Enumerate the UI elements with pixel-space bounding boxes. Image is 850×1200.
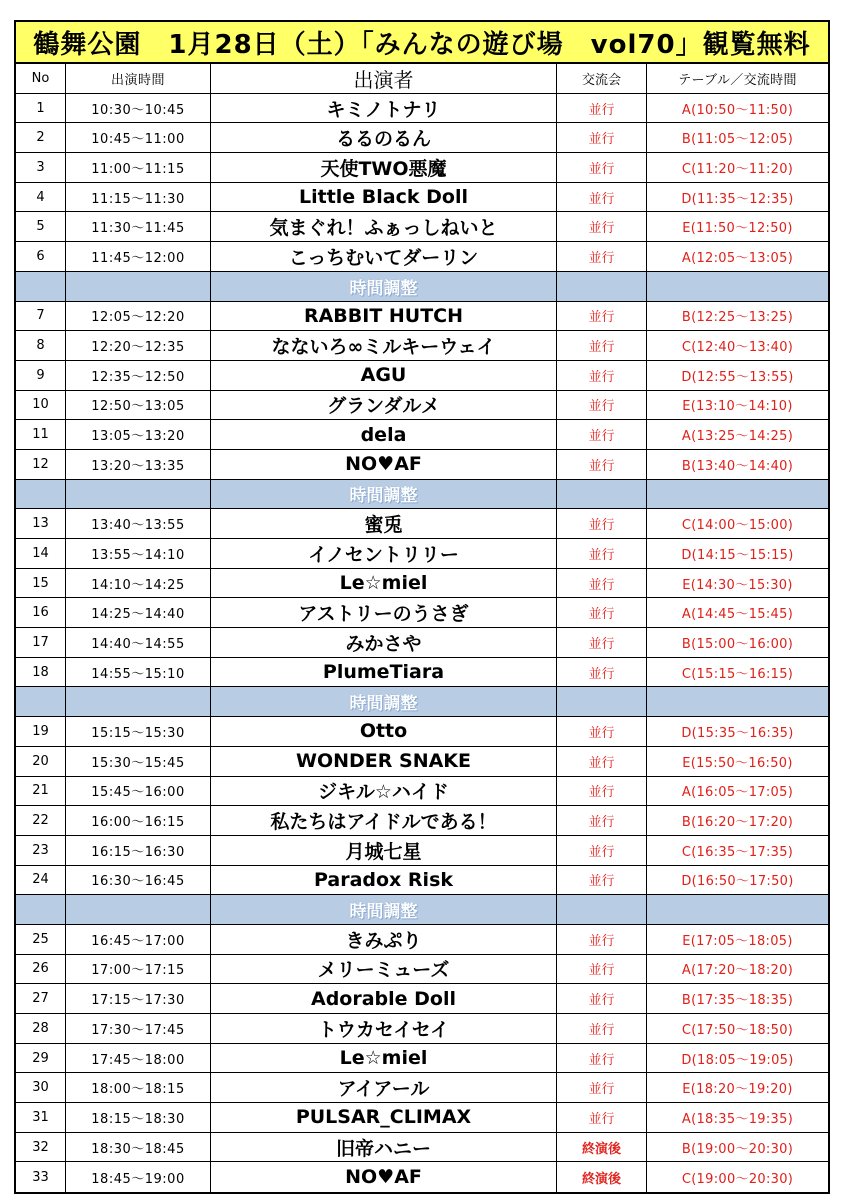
- cell-performer: PlumeTiara: [211, 658, 557, 687]
- cell-table: [647, 272, 828, 301]
- cell-performer: ジキル☆ハイド: [211, 777, 557, 806]
- table-row: [16, 212, 828, 242]
- header-row: [16, 64, 828, 94]
- cell-no: 32: [16, 1133, 66, 1162]
- cell-exchange: 終演後: [557, 1133, 647, 1162]
- cell-table: D(14:15～15:15): [681, 547, 794, 563]
- cell-table: B(19:00～20:30): [681, 1141, 794, 1157]
- table-row: [16, 836, 828, 866]
- table-row: [16, 598, 828, 628]
- cell-no: 29: [16, 1044, 66, 1073]
- cell-performer: イノセントリリー: [211, 539, 557, 568]
- cell-time: 11:15～11:30: [66, 183, 211, 212]
- cell-exchange: 並行: [557, 569, 647, 598]
- cell-no: 31: [16, 1103, 66, 1132]
- cell-exchange: [557, 687, 647, 716]
- cell-exchange: [557, 895, 647, 924]
- table-row: [16, 658, 828, 688]
- table-row: [16, 123, 828, 153]
- cell-no: [16, 895, 66, 924]
- cell-performer: AGU: [211, 361, 557, 390]
- cell-exchange: 並行: [557, 361, 647, 390]
- table-row: [16, 509, 828, 539]
- cell-table: E(18:20～19:20): [682, 1082, 793, 1098]
- header-time: 出演時間: [66, 64, 211, 93]
- cell-no: 2: [16, 123, 66, 152]
- cell-no: 12: [16, 450, 66, 479]
- timetable: [14, 20, 830, 1194]
- cell-exchange: 並行: [557, 777, 647, 806]
- cell-no: 10: [16, 391, 66, 420]
- cell-table: D(18:05～19:05): [681, 1052, 794, 1068]
- cell-time: 17:45～18:00: [66, 1044, 211, 1073]
- cell-table: E(13:10～14:10): [682, 399, 793, 415]
- cell-time: 14:25～14:40: [66, 598, 211, 627]
- table-row: [16, 925, 828, 955]
- cell-table: D(15:35～16:35): [681, 725, 794, 741]
- table-row: [16, 94, 828, 124]
- cell-exchange: 並行: [557, 1103, 647, 1132]
- break-row: [16, 895, 828, 925]
- cell-performer: PULSAR_CLIMAX: [211, 1103, 557, 1132]
- cell-exchange: 並行: [557, 123, 647, 152]
- cell-performer: キミノトナリ: [211, 94, 557, 123]
- cell-table: A(13:25～14:25): [681, 429, 794, 445]
- cell-exchange: 並行: [557, 866, 647, 895]
- cell-no: 7: [16, 302, 66, 331]
- cell-no: 22: [16, 806, 66, 835]
- cell-no: 16: [16, 598, 66, 627]
- cell-table: A(12:05～13:05): [681, 250, 794, 266]
- cell-table: D(12:55～13:55): [681, 369, 794, 385]
- cell-time: 16:15～16:30: [66, 836, 211, 865]
- cell-time: 11:00～11:15: [66, 153, 211, 182]
- cell-exchange: 並行: [557, 628, 647, 657]
- cell-no: 17: [16, 628, 66, 657]
- cell-time: 12:20～12:35: [66, 331, 211, 360]
- cell-table: C(11:20～11:20): [681, 161, 794, 177]
- cell-time: 16:45～17:00: [66, 925, 211, 954]
- cell-exchange: 並行: [557, 1044, 647, 1073]
- cell-table: C(15:15～16:15): [681, 666, 794, 682]
- cell-performer: 時間調整: [211, 895, 557, 924]
- cell-exchange: 並行: [557, 955, 647, 984]
- cell-performer: 時間調整: [211, 272, 557, 301]
- cell-no: 5: [16, 212, 66, 241]
- cell-table: D(16:50～17:50): [681, 874, 794, 890]
- cell-performer: 私たちはアイドルである！: [211, 806, 557, 835]
- cell-performer: WONDER SNAKE: [211, 747, 557, 776]
- table-row: [16, 984, 828, 1014]
- cell-no: 33: [16, 1162, 66, 1192]
- cell-no: 4: [16, 183, 66, 212]
- cell-exchange: 並行: [557, 242, 647, 271]
- cell-no: [16, 687, 66, 716]
- cell-performer: トウカセイセイ: [211, 1014, 557, 1043]
- cell-no: 26: [16, 955, 66, 984]
- cell-exchange: 並行: [557, 450, 647, 479]
- cell-time: [66, 480, 211, 509]
- table-row: [16, 153, 828, 183]
- cell-table: [647, 895, 828, 924]
- cell-time: 12:35～12:50: [66, 361, 211, 390]
- cell-table: E(11:50～12:50): [682, 221, 793, 237]
- cell-time: 17:00～17:15: [66, 955, 211, 984]
- cell-table: E(14:30～15:30): [682, 577, 793, 593]
- cell-exchange: 並行: [557, 1073, 647, 1102]
- cell-table: A(14:45～15:45): [681, 607, 794, 623]
- cell-performer: Adorable Doll: [211, 984, 557, 1013]
- cell-table: C(14:00～15:00): [681, 518, 794, 534]
- cell-time: 13:05～13:20: [66, 420, 211, 449]
- header-no: No: [16, 64, 66, 93]
- cell-table: C(17:50～18:50): [681, 1022, 794, 1038]
- header-exchange: 交流会: [557, 64, 647, 93]
- table-row: [16, 1073, 828, 1103]
- cell-table: D(11:35～12:35): [681, 191, 794, 207]
- cell-table: E(17:05～18:05): [682, 933, 793, 949]
- cell-no: [16, 272, 66, 301]
- cell-time: 15:45～16:00: [66, 777, 211, 806]
- cell-performer: Little Black Doll: [211, 183, 557, 212]
- cell-exchange: 並行: [557, 1014, 647, 1043]
- cell-table: [647, 480, 828, 509]
- table-row: [16, 450, 828, 480]
- cell-exchange: 並行: [557, 598, 647, 627]
- table-row: [16, 1162, 828, 1192]
- cell-performer: みかさや: [211, 628, 557, 657]
- table-body: [16, 94, 828, 1192]
- cell-exchange: 並行: [557, 509, 647, 538]
- cell-performer: dela: [211, 420, 557, 449]
- cell-no: 30: [16, 1073, 66, 1102]
- cell-table: B(17:35～18:35): [681, 993, 794, 1009]
- cell-performer: こっちむいてダーリン: [211, 242, 557, 271]
- table-row: [16, 747, 828, 777]
- table-row: [16, 331, 828, 361]
- cell-no: 25: [16, 925, 66, 954]
- cell-time: 15:15～15:30: [66, 717, 211, 746]
- cell-no: 6: [16, 242, 66, 271]
- cell-no: 13: [16, 509, 66, 538]
- table-row: [16, 955, 828, 985]
- cell-time: 18:15～18:30: [66, 1103, 211, 1132]
- cell-table: A(18:35～19:35): [681, 1111, 794, 1127]
- cell-no: 19: [16, 717, 66, 746]
- cell-time: 18:30～18:45: [66, 1133, 211, 1162]
- break-row: [16, 272, 828, 302]
- cell-performer: アストリーのうさぎ: [211, 598, 557, 627]
- cell-no: 14: [16, 539, 66, 568]
- cell-performer: Le☆miel: [211, 569, 557, 598]
- cell-exchange: 終演後: [557, 1162, 647, 1192]
- cell-no: 9: [16, 361, 66, 390]
- cell-performer: アイアール: [211, 1073, 557, 1102]
- cell-exchange: 並行: [557, 183, 647, 212]
- cell-performer: Le☆miel: [211, 1044, 557, 1073]
- cell-performer: 旧帝ハニー: [211, 1133, 557, 1162]
- cell-exchange: 並行: [557, 153, 647, 182]
- cell-time: 14:55～15:10: [66, 658, 211, 687]
- cell-no: 18: [16, 658, 66, 687]
- cell-exchange: 並行: [557, 331, 647, 360]
- cell-table: A(16:05～17:05): [681, 785, 794, 801]
- cell-time: 12:50～13:05: [66, 391, 211, 420]
- cell-exchange: 並行: [557, 302, 647, 331]
- cell-no: 1: [16, 94, 66, 123]
- cell-performer: メリーミューズ: [211, 955, 557, 984]
- cell-performer: Paradox Risk: [211, 866, 557, 895]
- cell-no: 8: [16, 331, 66, 360]
- cell-time: 16:30～16:45: [66, 866, 211, 895]
- cell-exchange: [557, 480, 647, 509]
- cell-time: 14:10～14:25: [66, 569, 211, 598]
- cell-performer: Otto: [211, 717, 557, 746]
- cell-no: 20: [16, 747, 66, 776]
- table-row: [16, 302, 828, 332]
- table-row: [16, 1133, 828, 1163]
- cell-table: B(13:40～14:40): [681, 458, 794, 474]
- cell-performer: NO♥AF: [211, 1162, 557, 1192]
- cell-table: B(16:20～17:20): [681, 815, 794, 831]
- cell-table: A(17:20～18:20): [681, 963, 794, 979]
- cell-exchange: 並行: [557, 806, 647, 835]
- cell-no: [16, 480, 66, 509]
- table-row: [16, 1044, 828, 1074]
- cell-performer: 時間調整: [211, 687, 557, 716]
- cell-exchange: 並行: [557, 658, 647, 687]
- cell-table: B(12:25～13:25): [681, 310, 794, 326]
- cell-time: 18:00～18:15: [66, 1073, 211, 1102]
- cell-performer: るるのるん: [211, 123, 557, 152]
- cell-time: [66, 272, 211, 301]
- cell-time: [66, 895, 211, 924]
- cell-table: E(15:50～16:50): [682, 755, 793, 771]
- table-row: [16, 242, 828, 272]
- cell-performer: なないろ∞ミルキーウェイ: [211, 331, 557, 360]
- break-row: [16, 480, 828, 510]
- cell-performer: RABBIT HUTCH: [211, 302, 557, 331]
- cell-no: 28: [16, 1014, 66, 1043]
- cell-time: 10:30～10:45: [66, 94, 211, 123]
- cell-performer: 時間調整: [211, 480, 557, 509]
- table-row: [16, 569, 828, 599]
- table-row: [16, 806, 828, 836]
- cell-performer: きみぷり: [211, 925, 557, 954]
- header-table: テーブル／交流時間: [678, 72, 797, 88]
- cell-time: 13:40～13:55: [66, 509, 211, 538]
- header-performer: 出演者: [211, 64, 557, 93]
- cell-exchange: 並行: [557, 717, 647, 746]
- cell-exchange: 並行: [557, 391, 647, 420]
- cell-table: C(19:00～20:30): [681, 1171, 794, 1187]
- table-row: [16, 391, 828, 421]
- page-title: 鶴舞公園 1月28日（土）「みんなの遊び場 vol70」観覧無料: [16, 22, 828, 64]
- table-row: [16, 1103, 828, 1133]
- cell-performer: 天使TWO悪魔: [211, 153, 557, 182]
- table-row: [16, 183, 828, 213]
- break-row: [16, 687, 828, 717]
- table-row: [16, 777, 828, 807]
- table-row: [16, 628, 828, 658]
- cell-time: 17:15～17:30: [66, 984, 211, 1013]
- cell-performer: 気まぐれ！ふぁっしねいと: [211, 212, 557, 241]
- cell-performer: 蜜兎: [211, 509, 557, 538]
- cell-time: 16:00～16:15: [66, 806, 211, 835]
- table-row: [16, 361, 828, 391]
- cell-time: 18:45～19:00: [66, 1162, 211, 1192]
- cell-exchange: 並行: [557, 539, 647, 568]
- cell-exchange: 並行: [557, 925, 647, 954]
- table-row: [16, 539, 828, 569]
- cell-time: 14:40～14:55: [66, 628, 211, 657]
- cell-no: 24: [16, 866, 66, 895]
- cell-exchange: 並行: [557, 747, 647, 776]
- table-row: [16, 420, 828, 450]
- cell-exchange: 並行: [557, 984, 647, 1013]
- cell-table: [647, 687, 828, 716]
- cell-exchange: 並行: [557, 420, 647, 449]
- cell-performer: NO♥AF: [211, 450, 557, 479]
- cell-exchange: [557, 272, 647, 301]
- cell-no: 3: [16, 153, 66, 182]
- cell-exchange: 並行: [557, 836, 647, 865]
- cell-time: 12:05～12:20: [66, 302, 211, 331]
- cell-performer: グランダルメ: [211, 391, 557, 420]
- cell-table: A(10:50～11:50): [681, 102, 794, 118]
- cell-table: B(11:05～12:05): [681, 132, 794, 148]
- cell-exchange: 並行: [557, 94, 647, 123]
- cell-table: C(16:35～17:35): [681, 844, 794, 860]
- cell-performer: 月城七星: [211, 836, 557, 865]
- cell-time: 15:30～15:45: [66, 747, 211, 776]
- cell-time: [66, 687, 211, 716]
- cell-no: 23: [16, 836, 66, 865]
- table-row: [16, 717, 828, 747]
- cell-time: 17:30～17:45: [66, 1014, 211, 1043]
- cell-table: B(15:00～16:00): [681, 636, 794, 652]
- cell-time: 13:55～14:10: [66, 539, 211, 568]
- cell-no: 27: [16, 984, 66, 1013]
- table-row: [16, 1014, 828, 1044]
- cell-time: 11:30～11:45: [66, 212, 211, 241]
- cell-no: 11: [16, 420, 66, 449]
- cell-no: 21: [16, 777, 66, 806]
- cell-no: 15: [16, 569, 66, 598]
- cell-time: 11:45～12:00: [66, 242, 211, 271]
- cell-time: 10:45～11:00: [66, 123, 211, 152]
- cell-exchange: 並行: [557, 212, 647, 241]
- table-row: [16, 866, 828, 896]
- cell-table: C(12:40～13:40): [681, 340, 794, 356]
- cell-time: 13:20～13:35: [66, 450, 211, 479]
